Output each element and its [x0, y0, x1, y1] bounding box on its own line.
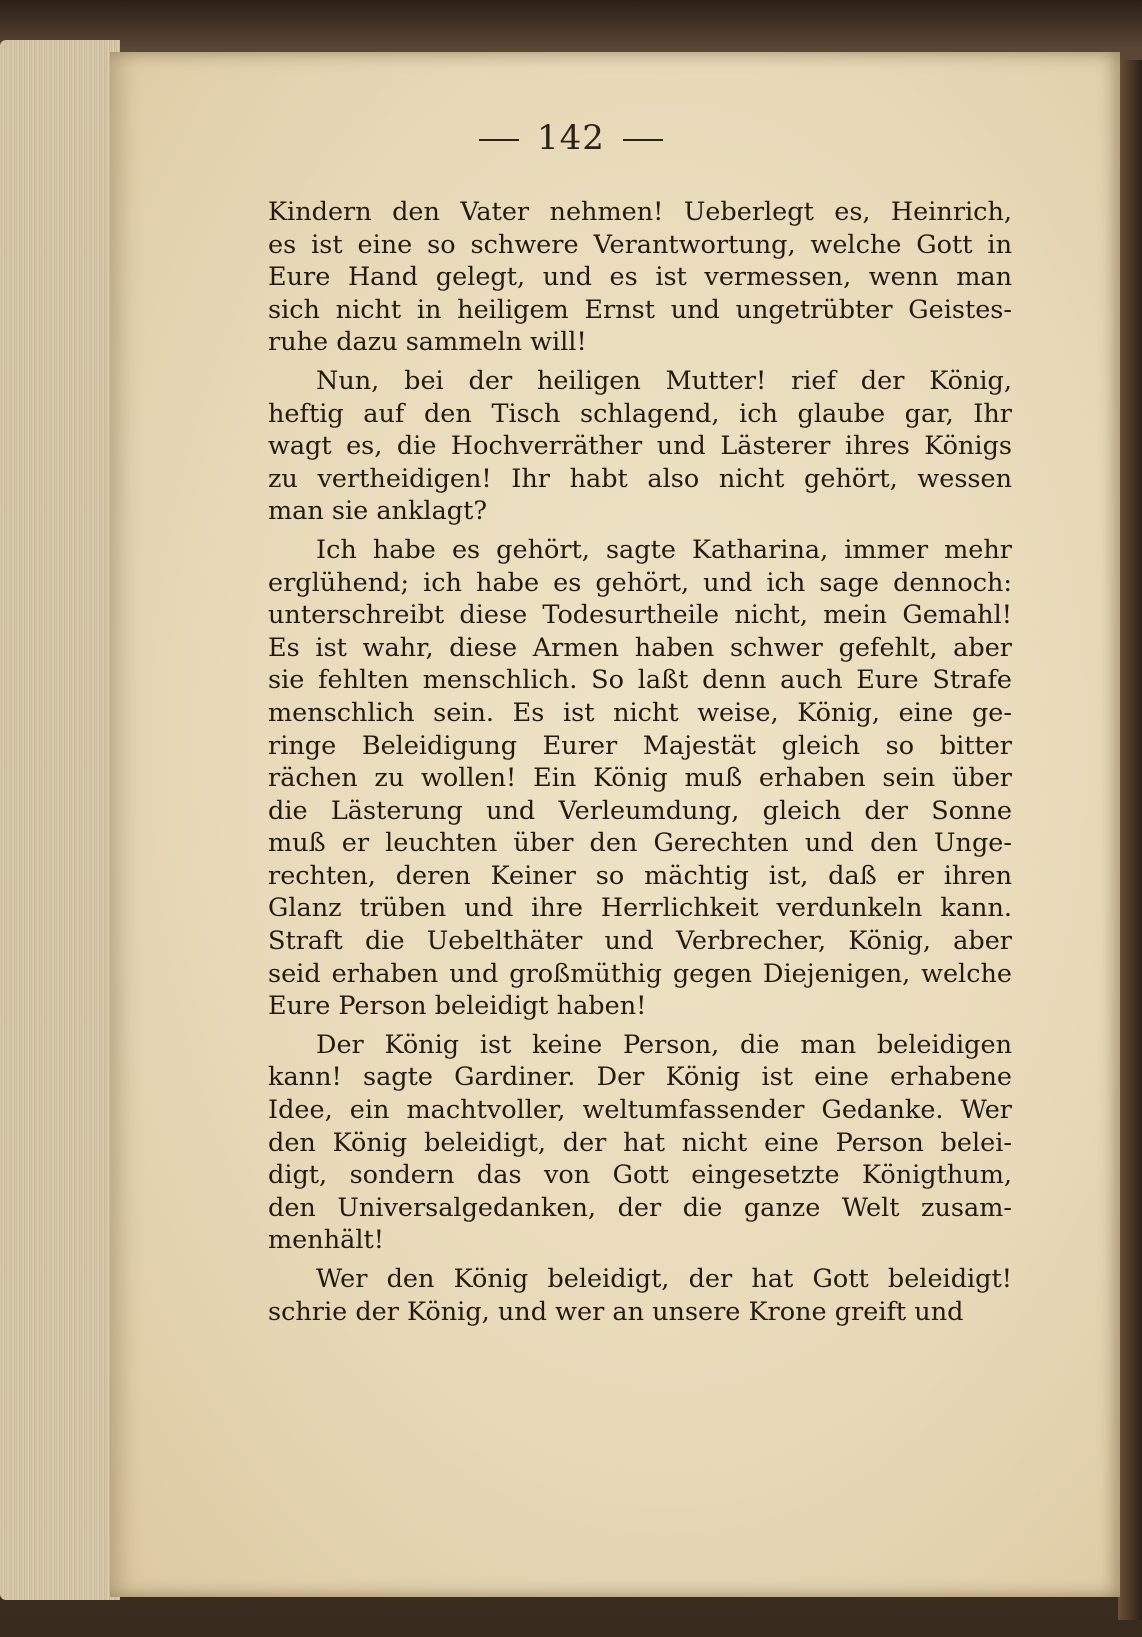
text-line: den König beleidigt, der hat nicht eine Person belei- [268, 1127, 1012, 1158]
body-text [268, 196, 1012, 1334]
text-line: menhält! [268, 1225, 384, 1256]
text-line: heftig auf den Tisch schlagend, ich glaube gar, Ihr [268, 398, 1012, 429]
text-line: Kindern den Vater nehmen! Ueberlegt es, Heinrich, [268, 197, 1012, 227]
paragraph [268, 196, 1012, 359]
page-header [0, 118, 1142, 158]
text-line: unterschreibt diese Todesurtheile nicht, mein Gemahl! [268, 600, 1012, 631]
text-line: menschlich sein. Es ist nicht weise, König, eine ge- [268, 697, 1012, 728]
text-line: Glanz trüben und ihre Herrlichkeit verdunkeln kann. [268, 893, 1012, 924]
text-line: erglühend; ich habe es gehört, und ich sage dennoch: [268, 567, 1012, 598]
text-line: Nun, bei der heiligen Mutter! rief der König, [316, 365, 1012, 396]
header-dash-right [623, 139, 663, 141]
text-line: ruhe dazu sammeln will! [268, 327, 587, 358]
text-line: rechten, deren Keiner so mächtig ist, daß er ihren [268, 860, 1012, 891]
text-line: Straft die Uebelthäter und Verbrecher, König, aber [268, 926, 1012, 957]
page-edges [0, 40, 120, 1600]
text-line: muß er leuchten über den Gerechten und den Unge- [268, 828, 1012, 859]
text-line: den Universalgedanken, der die ganze Welt zusam- [268, 1192, 1012, 1223]
paragraph [268, 1029, 1012, 1257]
text-line: es ist eine so schwere Verantwortung, welche Gott in [268, 229, 1012, 260]
text-line: Wer den König beleidigt, der hat Gott beleidigt! [316, 1264, 1012, 1294]
text-line: seid erhaben und großmüthig gegen Diejenigen, welche [268, 958, 1012, 989]
paragraph [268, 365, 1012, 528]
text-line: sich nicht in heiligem Ernst und ungetrübter Geistes- [268, 294, 1012, 325]
text-line: Der König ist keine Person, die man beleidigen [316, 1029, 1012, 1060]
text-line: Es ist wahr, diese Armen haben schwer gefehlt, aber [268, 632, 1012, 663]
text-line: ringe Beleidigung Eurer Majestät gleich so bitter [268, 730, 1012, 761]
text-line: kann! sagte Gardiner. Der König ist eine erhabene [268, 1062, 1012, 1093]
page-number: 142 [537, 118, 605, 158]
paragraph [268, 1263, 1012, 1328]
text-line: man sie anklagt? [268, 496, 488, 527]
text-line: schrie der König, und wer an unsere Krone greift und [268, 1296, 964, 1327]
paragraph [268, 534, 1012, 1023]
text-line: wagt es, die Hochverräther und Lästerer ihres Königs [268, 431, 1012, 462]
text-line: rächen zu wollen! Ein König muß erhaben sein über [268, 763, 1012, 794]
text-line: digt, sondern das von Gott eingesetzte Königthum, [268, 1160, 1012, 1191]
book-cover-edge [1118, 60, 1142, 1620]
text-line: Idee, ein machtvoller, weltumfassender Gedanke. Wer [268, 1095, 1012, 1126]
text-line: zu vertheidigen! Ihr habt also nicht gehört, wessen [268, 463, 1012, 494]
text-line: sie fehlten menschlich. So laßt denn auch Eure Strafe [268, 665, 1012, 696]
text-line: Ich habe es gehört, sagte Katharina, immer mehr [316, 534, 1012, 565]
text-line: Eure Hand gelegt, und es ist vermessen, wenn man [268, 262, 1012, 293]
header-dash-left [479, 139, 519, 141]
text-line: Eure Person beleidigt haben! [268, 991, 647, 1022]
text-line: die Lästerung und Verleumdung, gleich der Sonne [268, 795, 1012, 826]
